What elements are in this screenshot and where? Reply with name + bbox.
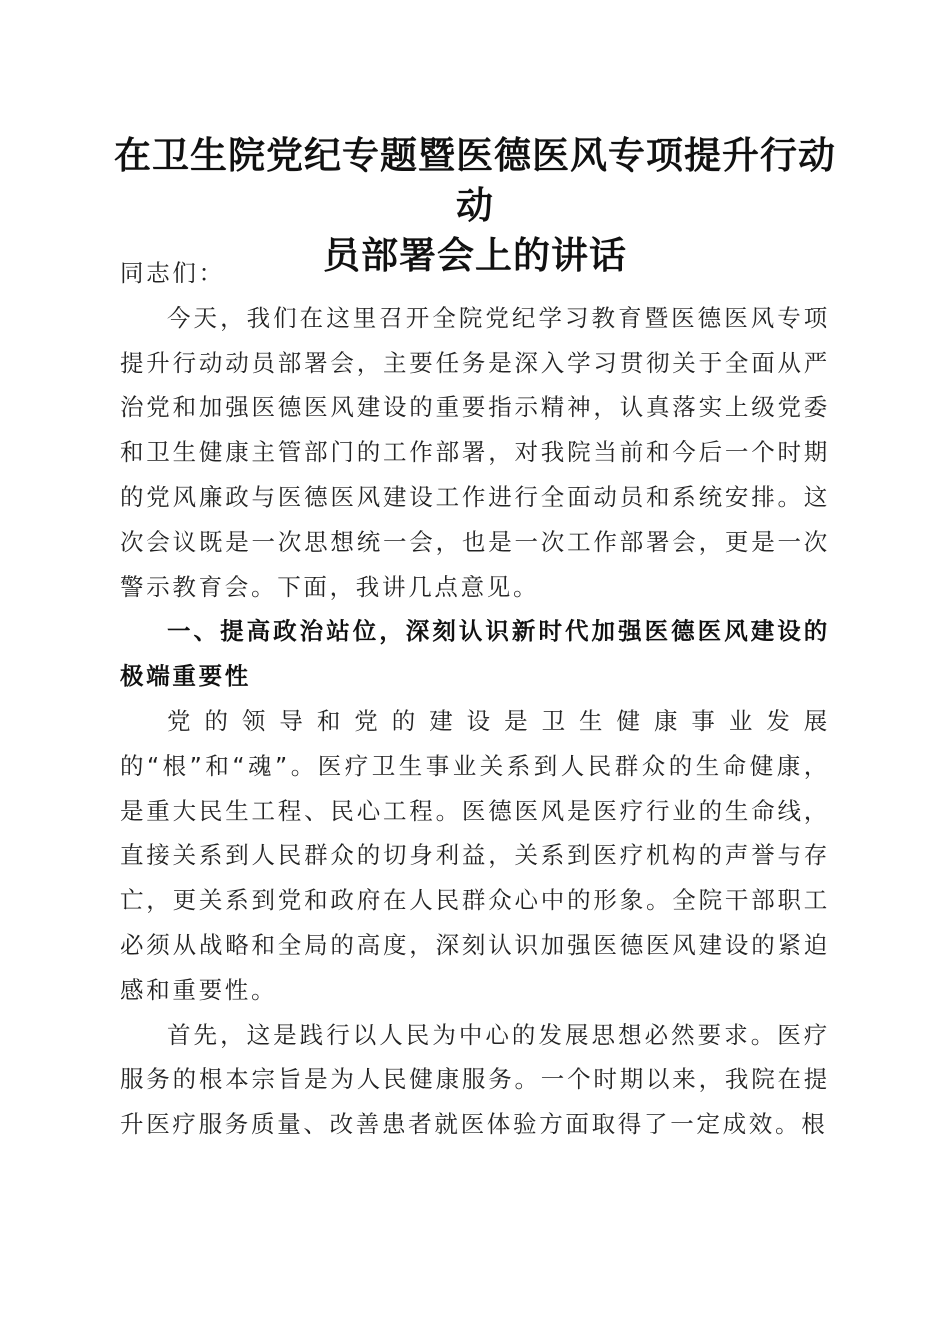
section-1-paragraph-line-1: 党的领导和党的建设是卫生健康事业发展 (167, 706, 830, 735)
intro-paragraph: 今天，我们在这里召开全院党纪学习教育暨医德医风专项提升行动动员部署会，主要任务是深入学习贯彻关于全面从严治党和加强医德医风建设的重要指示精神，认真落实上级党委和卫生健康主管部门的工作部署，对我院当前和今后一个时期的党风廉政与医德医风建设工作进行全面动员和系统安排。这次会议既是一次思想统一会，也是一次工作部署会，更是一次警示教育会。下面，我讲几点意见。 (120, 303, 830, 601)
first-point-paragraph: 首先，这是践行以人民为中心的发展思想必然要求。医疗服务的根本宗旨是为人民健康服务。一个时期以来，我院在提升医疗服务质量、改善患者就医体验方面取得了一定成效。根 (120, 1020, 830, 1139)
title-line-2: 员部署会上的讲话 (323, 233, 627, 277)
title-line-1: 在卫生院党纪专题暨医德医风专项提升行动动 (114, 133, 836, 227)
greeting: 同志们： (120, 259, 225, 287)
section-1-paragraph-rest: 的“根”和“魂”。医疗卫生事业关系到人民群众的生命健康，是重大民生工程、民心工程。医德医风是医疗行业的生命线，直接关系到人民群众的切身利益，关系到医疗机构的声誉与存亡，更关系到党和政府在人民群众心中的形象。全院干部职工必须从战略和全局的高度，深刻认识加强医德医风建设的紧迫感和重要性。 (120, 751, 830, 1004)
section-1-heading: 一、提高政治站位，深刻认识新时代加强医德医风建设的极端重要性 (120, 617, 830, 691)
document-body (120, 251, 830, 1147)
